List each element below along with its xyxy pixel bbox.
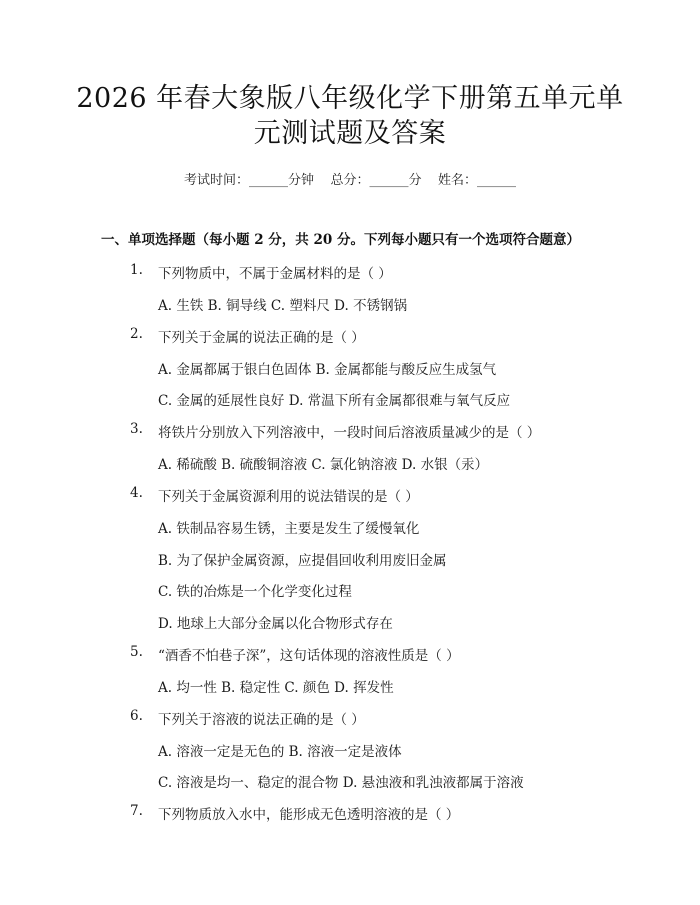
question-number: 1. [130, 262, 143, 278]
question-text: 下列关于金属资源利用的说法错误的是（ ） [158, 489, 419, 505]
question-options: A. 稀硫酸 B. 硫酸铜溶液 C. 氯化钠溶液 D. 水银（汞） [158, 457, 489, 473]
question-number: 6. [130, 708, 143, 724]
question-text: “酒香不怕巷子深”，这句话体现的溶液性质是（ ） [158, 648, 460, 664]
question-number: 5. [130, 644, 143, 660]
question-number: 3. [130, 421, 143, 437]
question-text: 将铁片分别放入下列溶液中，一段时间后溶液质量减少的是（ ） [158, 425, 541, 441]
exam-title-line-1: 2026 年春大象版八年级化学下册第五单元单 [76, 83, 624, 114]
question-options: A. 铁制品容易生锈，主要是发生了缓慢氧化 [158, 521, 420, 537]
question-options: A. 生铁 B. 铜导线 C. 塑料尺 D. 不锈钢锅 [158, 298, 408, 314]
question-options: C. 铁的冶炼是一个化学变化过程 [158, 584, 352, 600]
question-options: A. 溶液一定是无色的 B. 溶液一定是液体 [158, 744, 402, 760]
question-options: B. 为了保护金属资源，应提倡回收利用废旧金属 [158, 553, 447, 569]
question-text: 下列物质中，不属于金属材料的是（ ） [158, 266, 392, 282]
question-text: 下列物质放入水中，能形成无色透明溶液的是（ ） [158, 807, 460, 823]
question-options: A. 金属都属于银白色固体 B. 金属都能与酸反应生成氢气 [158, 362, 497, 378]
question-text: 下列关于溶液的说法正确的是（ ） [158, 712, 365, 728]
question-number: 7. [130, 803, 143, 819]
question-options: A. 均一性 B. 稳定性 C. 颜色 D. 挥发性 [158, 680, 394, 696]
question-options: C. 溶液是均一、稳定的混合物 D. 悬浊液和乳浊液都属于溶液 [158, 775, 524, 791]
exam-title-line-2: 元测试题及答案 [253, 118, 447, 149]
question-text: 下列关于金属的说法正确的是（ ） [158, 330, 365, 346]
section-heading-single-choice: 一、单项选择题（每小题 2 分，共 20 分。下列每小题只有一个选项符合题意） [101, 232, 580, 248]
exam-info-line: 考试时间：______分钟 总分：______分 姓名：______ [183, 173, 517, 188]
question-options: D. 地球上大部分金属以化合物形式存在 [158, 616, 393, 632]
question-options: C. 金属的延展性良好 D. 常温下所有金属都很难与氧气反应 [158, 393, 511, 409]
question-number: 2. [130, 326, 143, 342]
question-number: 4. [130, 485, 143, 501]
